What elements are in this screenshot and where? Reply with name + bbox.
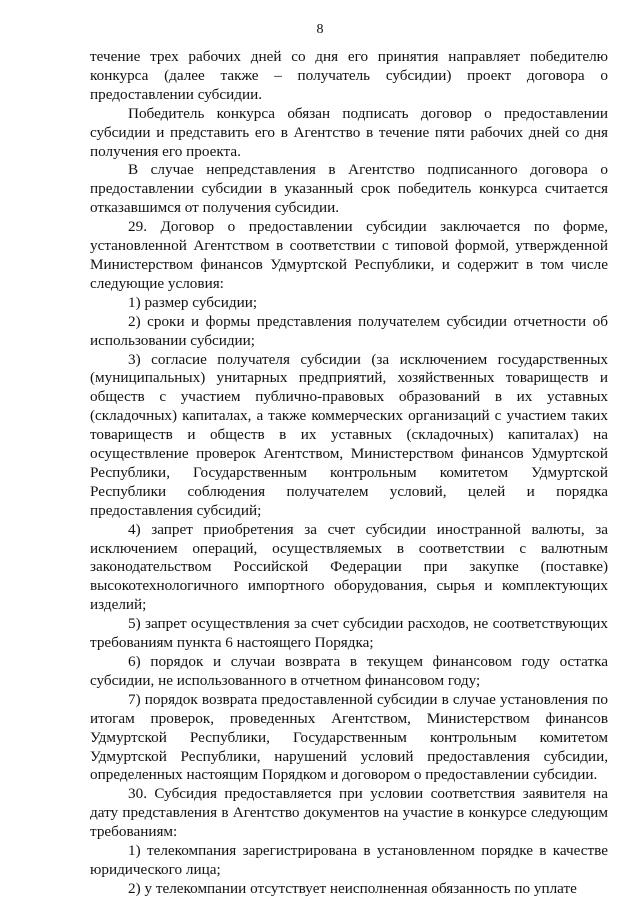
list-item-30-1: 1) телекомпания зарегистрирована в установленном порядке в качестве юридического лица; — [90, 842, 608, 878]
paragraph-29: 29. Договор о предоставлении субсидии заключается по форме, установленной Агентством в соответствии с типовой формой, утвержденной Министерством финансов Удмуртской Республики, и содержит в том числе следующие условия: — [90, 218, 608, 292]
list-item-29-7: 7) порядок возврата предоставленной субсидии в случае установления по итогам проверок, проведенных Агентством, Министерством финансов Удмуртской Республики, Государственным контрольным комитетом Удмуртской Республики, нарушений условий предоставления субсидии, определенных настоящим Порядком и договором о предоставлении субсидии. — [90, 690, 608, 784]
list-item-29-2: 2) сроки и формы представления получателем субсидии отчетности об использовании субсидии; — [90, 312, 608, 349]
page-number: 8 — [316, 22, 324, 37]
list-item-30-2: 2) у телекомпании отсутствует неисполненная обязанность по уплате — [128, 879, 577, 897]
paragraph-refusal: В случае непредставления в Агентство подписанного договора о предоставлении субсидии в указанный срок победитель конкурса считается отказавшимся от получения субсидии. — [90, 161, 608, 217]
list-item-29-3: 3) согласие получателя субсидии (за исключением государственных (муниципальных) унитарных предприятий, хозяйственных товариществ и обществ с участием публично-правовых образований в их уставных (складочных) капиталах, а также коммерческих организаций с участием таких товариществ и обществ в их уставных (складочных) капиталах) на осуществление проверок Агентством, Министерством финансов Удмуртской Республики, Государственным контрольным комитетом Удмуртской Республики соблюдения получателем условий, целей и порядка предоставления субсидий; — [90, 350, 608, 519]
paragraph-winner-obligation: Победитель конкурса обязан подписать договор о предоставлении субсидии и представить его в Агентство в течение пяти рабочих дней со дня получения его проекта. — [90, 104, 608, 160]
list-item-29-5: 5) запрет осуществления за счет субсидии расходов, не соответствующих требованиям пункта 6 настоящего Порядка; — [90, 615, 608, 652]
list-item-29-6: 6) порядок и случаи возврата в текущем финансовом году остатка субсидии, не использованного в отчетном финансовом году; — [90, 653, 608, 689]
paragraph-continuation: течение трех рабочих дней со дня его принятия направляет победителю конкурса (далее также – получатель субсидии) проект договора о предоставлении субсидии. — [90, 48, 608, 103]
list-item-29-1: 1) размер субсидии; — [128, 293, 258, 311]
document-body — [90, 48, 608, 899]
paragraph-30: 30. Субсидия предоставляется при условии соответствия заявителя на дату представления в Агентство документов на участие в конкурсе следующим требованиям: — [90, 785, 608, 841]
list-item-29-4: 4) запрет приобретения за счет субсидии иностранной валюты, за исключением операций, осуществляемых в соответствии с валютным законодательством Российской Федерации при закупке (поставке) высокотехнологичного импортного оборудования, сырья и комплектующих изделий; — [90, 520, 608, 614]
